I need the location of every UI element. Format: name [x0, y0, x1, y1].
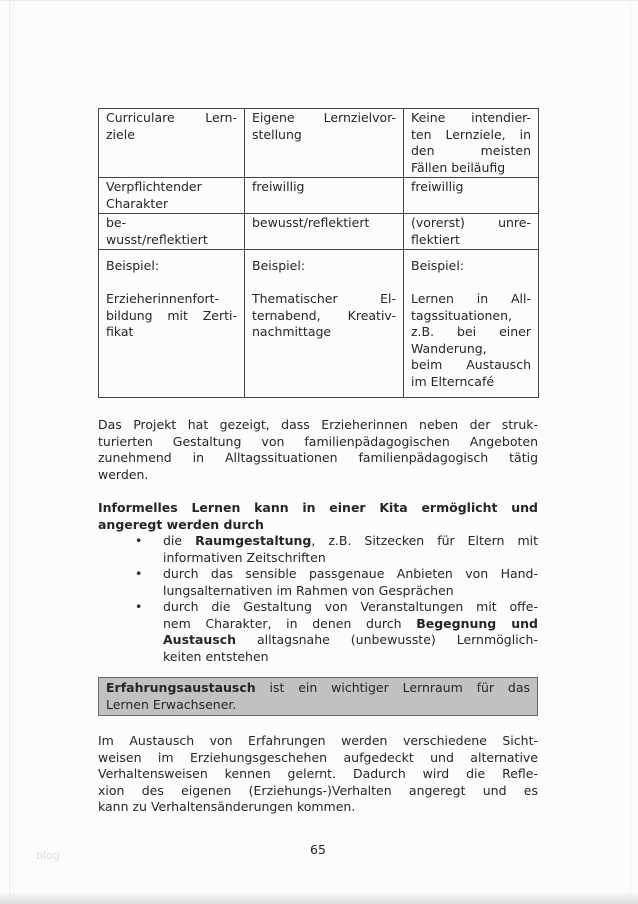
bullet-list: [98, 533, 538, 665]
bullet-icon: •: [135, 599, 143, 614]
list-item: [135, 599, 538, 665]
scan-edge-left: [9, 0, 10, 904]
table-cell: freiwillig: [404, 178, 539, 214]
bullet-text: durch das sensible passgenaue Anbieten von Hand- lungsalternativen im Rahmen von Gesprächen: [163, 566, 538, 598]
bullet-icon: •: [135, 533, 143, 548]
table-row: [99, 214, 539, 250]
table-cell: Keine intendier- ten Lernziele, in den meisten Fällen beiläufig: [404, 109, 539, 178]
scan-edge-bottom: [0, 893, 638, 904]
table-cell: (vorerst) unre- flektiert: [404, 214, 539, 250]
closing-paragraph: Im Austausch von Erfahrungen werden verschiedene Sicht- weisen im Erziehungsgeschehen aufgedeckt und alternative Verhaltensweisen kennen gelernt. Dadurch wird die Refle- xion des eigenen (Erziehungs-)Verhalten angeregt und es kann zu Verhaltensänderungen kommen.: [98, 733, 538, 814]
watermark: blog: [36, 849, 60, 862]
table-row: [99, 250, 539, 398]
bullet-icon: •: [135, 566, 143, 581]
list-item: [135, 533, 538, 566]
intro-paragraph: Das Projekt hat gezeigt, dass Erzieherinnen neben der struk- turierten Gestaltung von familienpädagogischen Angeboten zunehmend in Alltagssituationen familienpädagogisch tätig werden.: [98, 417, 538, 482]
scan-edge-right: [630, 0, 631, 904]
table-cell: Beispiel: Thematischer El- ternabend, Kreativ- nachmittage: [245, 250, 404, 398]
table-cell: Beispiel: Lernen in All- tagssituationen, z.B. bei einer Wanderung, beim Austausch im Elterncafé: [404, 250, 539, 398]
page-number: 65: [310, 841, 326, 857]
table-cell: Beispiel: Erzieherinnenfort- bildung mit Zerti- fikat: [99, 250, 245, 398]
bullet-text: durch die Gestaltung von Veranstaltungen mit offe- nem Charakter, in denen durch Begegnung und Austausch alltagsnahe (unbewusste) Lernmöglich- keiten entstehen: [163, 599, 539, 664]
list-item: [135, 566, 538, 599]
table-cell: Curriculare Lern- ziele: [99, 109, 245, 178]
table-row: [99, 178, 539, 214]
comparison-table: [98, 108, 539, 398]
table-cell: Eigene Lernzielvor- stellung: [245, 109, 404, 178]
bullet-text: die Raumgestaltung, z.B. Sitzecken für Eltern mit informativen Zeitschriften: [163, 533, 538, 565]
scan-edge-left-inner: [13, 0, 14, 904]
table-cell: freiwillig: [245, 178, 404, 214]
table-cell: bewusst/reflektiert: [245, 214, 404, 250]
table-row: [99, 109, 539, 178]
table-cell: Verpflichtender Charakter: [99, 178, 245, 214]
highlight-box: Erfahrungsaustausch ist ein wichtiger Lernraum für das Lernen Erwachsener.: [98, 677, 538, 716]
page-content: [98, 0, 538, 858]
table-cell: be- wusst/reflektiert: [99, 214, 245, 250]
section-heading: Informelles Lernen kann in einer Kita ermöglicht und angeregt werden durch: [98, 500, 538, 532]
